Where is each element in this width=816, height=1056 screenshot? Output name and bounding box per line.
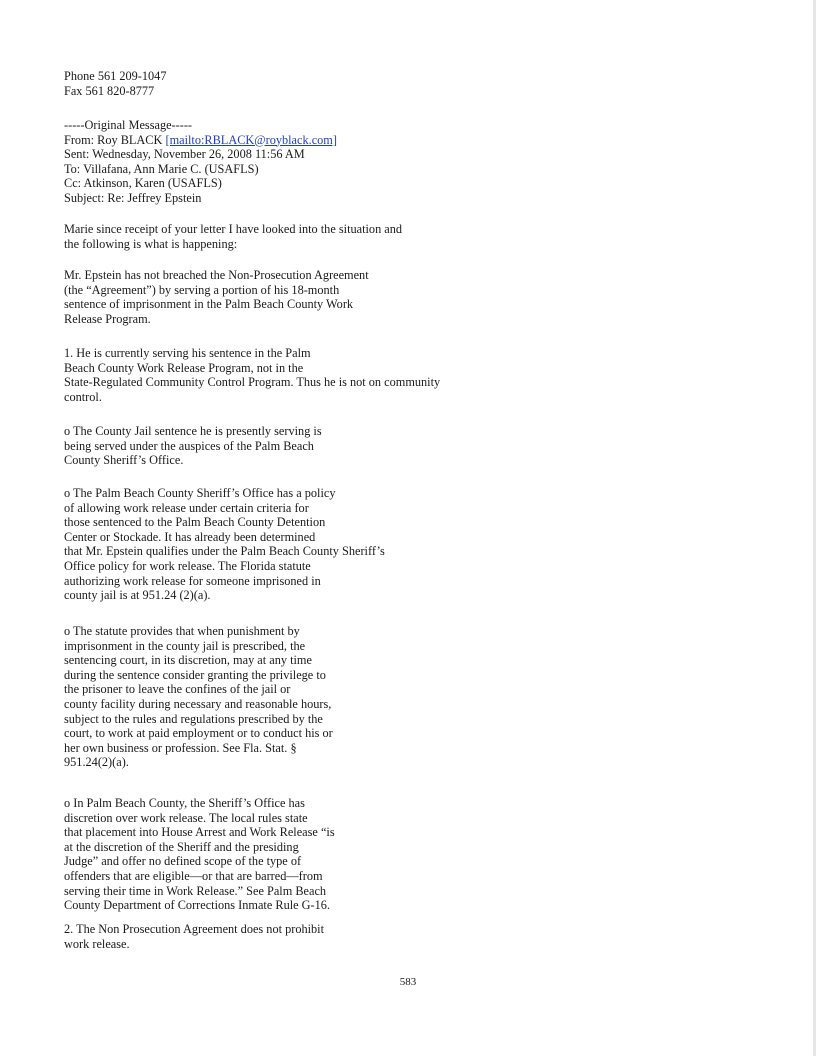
body-line: Release Program. <box>64 311 151 326</box>
body-line: of allowing work release under certain criteria for <box>64 500 309 515</box>
body-line: control. <box>64 389 102 404</box>
body-line: (the “Agreement”) by serving a portion of his 18-month <box>64 282 340 297</box>
body-line: at the discretion of the Sheriff and the presiding <box>64 839 299 854</box>
email-header <box>64 118 337 206</box>
cc-line: Cc: Atkinson, Karen (USAFLS) <box>64 176 222 191</box>
body-line: being served under the auspices of the Palm Beach <box>64 438 314 453</box>
phone-line: Phone 561 209-1047 <box>64 69 167 83</box>
body-line: discretion over work release. The local rules state <box>64 810 308 825</box>
body-line: that Mr. Epstein qualifies under the Palm Beach County Sheriff’s <box>64 544 385 559</box>
body-line: work release. <box>64 936 130 951</box>
body-line: Center or Stockade. It has already been determined <box>64 529 316 544</box>
from-line <box>64 133 337 148</box>
body-line: o The County Jail sentence he is presently serving is <box>64 424 322 438</box>
body-line: o The Palm Beach County Sheriff’s Office has a policy <box>64 486 336 500</box>
paragraph-statute <box>64 624 333 770</box>
body-line: Beach County Work Release Program, not in the <box>64 360 304 375</box>
body-line: sentencing court, in its discretion, may at any time <box>64 653 312 668</box>
body-line: 2. The Non Prosecution Agreement does not prohibit <box>64 922 325 936</box>
body-line: Judge” and offer no defined scope of the type of <box>64 854 302 869</box>
original-message-separator: -----Original Message----- <box>64 118 193 132</box>
paragraph-sheriff-policy <box>64 486 385 603</box>
sender-email-link[interactable]: [mailto:RBLACK@royblack.com] <box>165 132 337 147</box>
paragraph-intro <box>64 222 402 251</box>
body-line: o The statute provides that when punishment by <box>64 624 300 638</box>
body-line: State-Regulated Community Control Program. Thus he is not on community <box>64 375 441 390</box>
paragraph-palm-beach-discretion <box>64 796 335 913</box>
body-line: Marie since receipt of your letter I have looked into the situation and <box>64 222 403 236</box>
body-line: 1. He is currently serving his sentence in the Palm <box>64 346 311 360</box>
body-line: sentence of imprisonment in the Palm Beach County Work <box>64 297 354 312</box>
body-line: those sentenced to the Palm Beach County Detention <box>64 515 326 530</box>
body-line: the following is what is happening: <box>64 236 238 251</box>
body-line: County Sheriff’s Office. <box>64 453 184 468</box>
body-line: o In Palm Beach County, the Sheriff’s Office has <box>64 796 305 810</box>
body-line: Office policy for work release. The Florida statute <box>64 558 311 573</box>
paragraph-point-2 <box>64 922 324 951</box>
body-line: court, to work at paid employment or to conduct his or <box>64 726 333 741</box>
body-line: that placement into House Arrest and Work Release “is <box>64 825 335 840</box>
body-line: her own business or profession. See Fla. Stat. § <box>64 740 297 755</box>
body-line: offenders that are eligible—or that are barred—from <box>64 868 323 883</box>
body-line: County Department of Corrections Inmate Rule G-16. <box>64 898 331 913</box>
body-line: imprisonment in the county jail is prescribed, the <box>64 638 306 653</box>
body-line: county jail is at 951.24 (2)(a). <box>64 588 211 603</box>
subject-line: Subject: Re: Jeffrey Epstein <box>64 190 202 205</box>
body-line: subject to the rules and regulations prescribed by the <box>64 711 323 726</box>
contact-block <box>64 69 166 98</box>
fax-line: Fax 561 820-8777 <box>64 83 155 98</box>
body-line: serving their time in Work Release.” See Palm Beach <box>64 883 327 898</box>
from-label: From: Roy BLACK <box>64 132 166 147</box>
to-line: To: Villafana, Ann Marie C. (USAFLS) <box>64 161 259 176</box>
page-number: 583 <box>399 976 417 988</box>
body-line: county facility during necessary and reasonable hours, <box>64 696 332 711</box>
body-line: Mr. Epstein has not breached the Non-Prosecution Agreement <box>64 268 369 282</box>
paragraph-no-breach <box>64 268 369 326</box>
body-line: during the sentence consider granting the privilege to <box>64 667 326 682</box>
paragraph-point-1 <box>64 346 440 404</box>
body-line: authorizing work release for someone imprisoned in <box>64 573 321 588</box>
sent-line: Sent: Wednesday, November 26, 2008 11:56 AM <box>64 147 305 162</box>
paragraph-county-jail <box>64 424 322 468</box>
body-line: the prisoner to leave the confines of the jail or <box>64 682 291 697</box>
body-line: 951.24(2)(a). <box>64 755 129 770</box>
